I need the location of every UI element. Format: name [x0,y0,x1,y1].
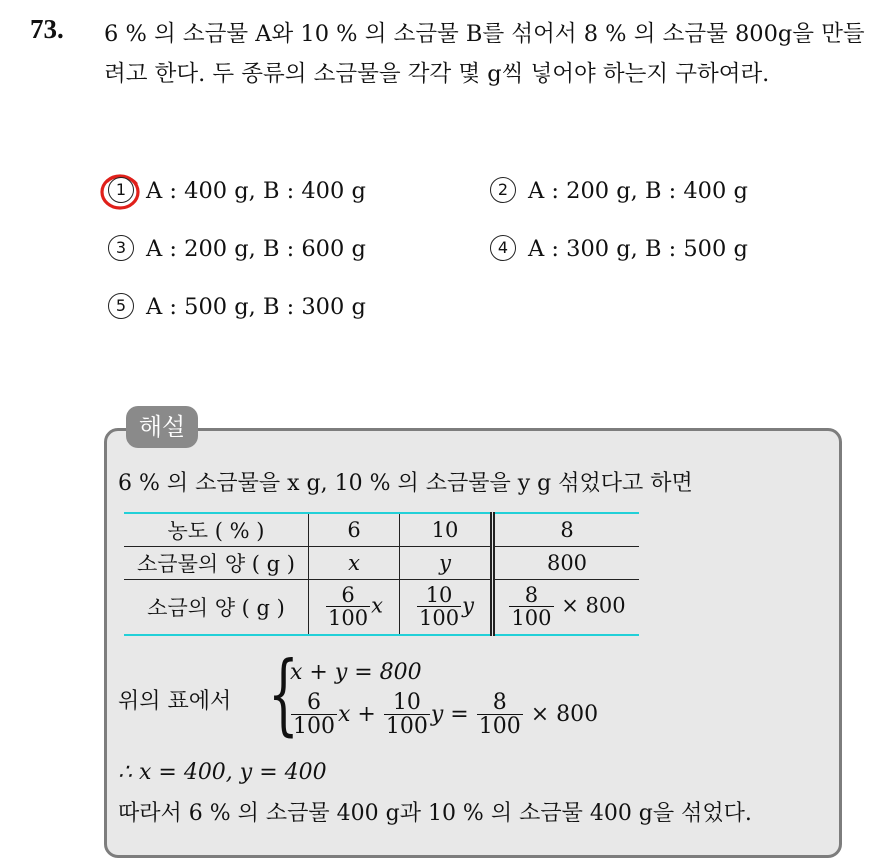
fraction-denominator: 100 [419,606,460,630]
therefore-line: ∴ x = 400, y = 400 [118,760,327,785]
table-cell: 소금물의 양 ( g ) [124,547,309,580]
table-row [124,580,639,636]
conclusion-line: 따라서 6 % 의 소금물 400 g과 10 % 의 소금물 400 g을 섞었다. [118,801,752,826]
table-cell: 6 [309,513,400,547]
choice-text: A : 200 g, B : 400 g [528,178,748,204]
choice-2[interactable] [490,178,748,205]
table-cell: 8 [493,513,640,547]
choice-number: 5 [108,293,134,319]
brace-icon: { [268,642,299,745]
fraction-numerator: 6 [307,690,321,715]
table-cell: x [309,547,400,580]
solution-intro: 6 % 의 소금물을 x g, 10 % 의 소금물을 y g 섞었다고 하면 [118,471,693,496]
fraction-numerator: 10 [425,583,453,607]
concentration-table [124,512,639,636]
multiplier: × 800 [530,702,599,727]
choice-number: 1 [108,177,134,203]
choice-5[interactable] [108,294,366,321]
table-cell: y [400,547,493,580]
fraction-numerator: 8 [524,583,539,607]
fraction-denominator: 100 [478,714,521,739]
table-row [124,547,639,580]
variable: x [371,593,383,618]
choice-text: A : 300 g, B : 500 g [528,236,748,262]
equation-2 [290,692,598,738]
choice-1[interactable] [108,178,366,205]
question-text: 6 % 의 소금물 A와 10 % 의 소금물 B를 섞어서 8 % 의 소금물 800g을 만들려고 한다. 두 종류의 소금물을 각각 몇 g씩 넣어야 하는지 구하여라. [104,21,865,87]
table-cell [400,580,493,636]
table-cell [309,580,400,636]
fraction-numerator: 6 [341,583,355,607]
fraction-denominator: 100 [293,714,335,739]
choice-number: 3 [108,235,134,261]
fraction-numerator: 8 [492,690,507,715]
table-cell: 10 [400,513,493,547]
choice-number: 2 [490,177,516,203]
choice-text: A : 400 g, B : 400 g [146,178,366,204]
table-cell: 소금의 양 ( g ) [124,580,309,636]
equation-1: x + y = 800 [290,660,422,685]
variable: y = [430,702,469,727]
choice-number: 4 [490,235,516,261]
fraction-denominator: 100 [511,606,552,630]
system-label: 위의 표에서 [118,689,232,714]
choice-4[interactable] [490,236,748,263]
table-cell [493,580,640,636]
question-number: 73. [30,14,64,44]
table-cell: 800 [493,547,640,580]
variable: x + [338,702,376,727]
multiplier: × 800 [561,593,626,618]
variable: y [462,593,474,618]
choice-text: A : 200 g, B : 600 g [146,236,366,262]
choice-3[interactable] [108,236,366,263]
table-row [124,513,639,547]
table-cell: 농도 ( % ) [124,513,309,547]
fraction-denominator: 100 [385,714,428,739]
fraction-denominator: 100 [328,606,369,630]
fraction-numerator: 10 [392,690,421,715]
solution-label: 해설 [126,406,198,448]
choice-text: A : 500 g, B : 300 g [146,294,366,320]
